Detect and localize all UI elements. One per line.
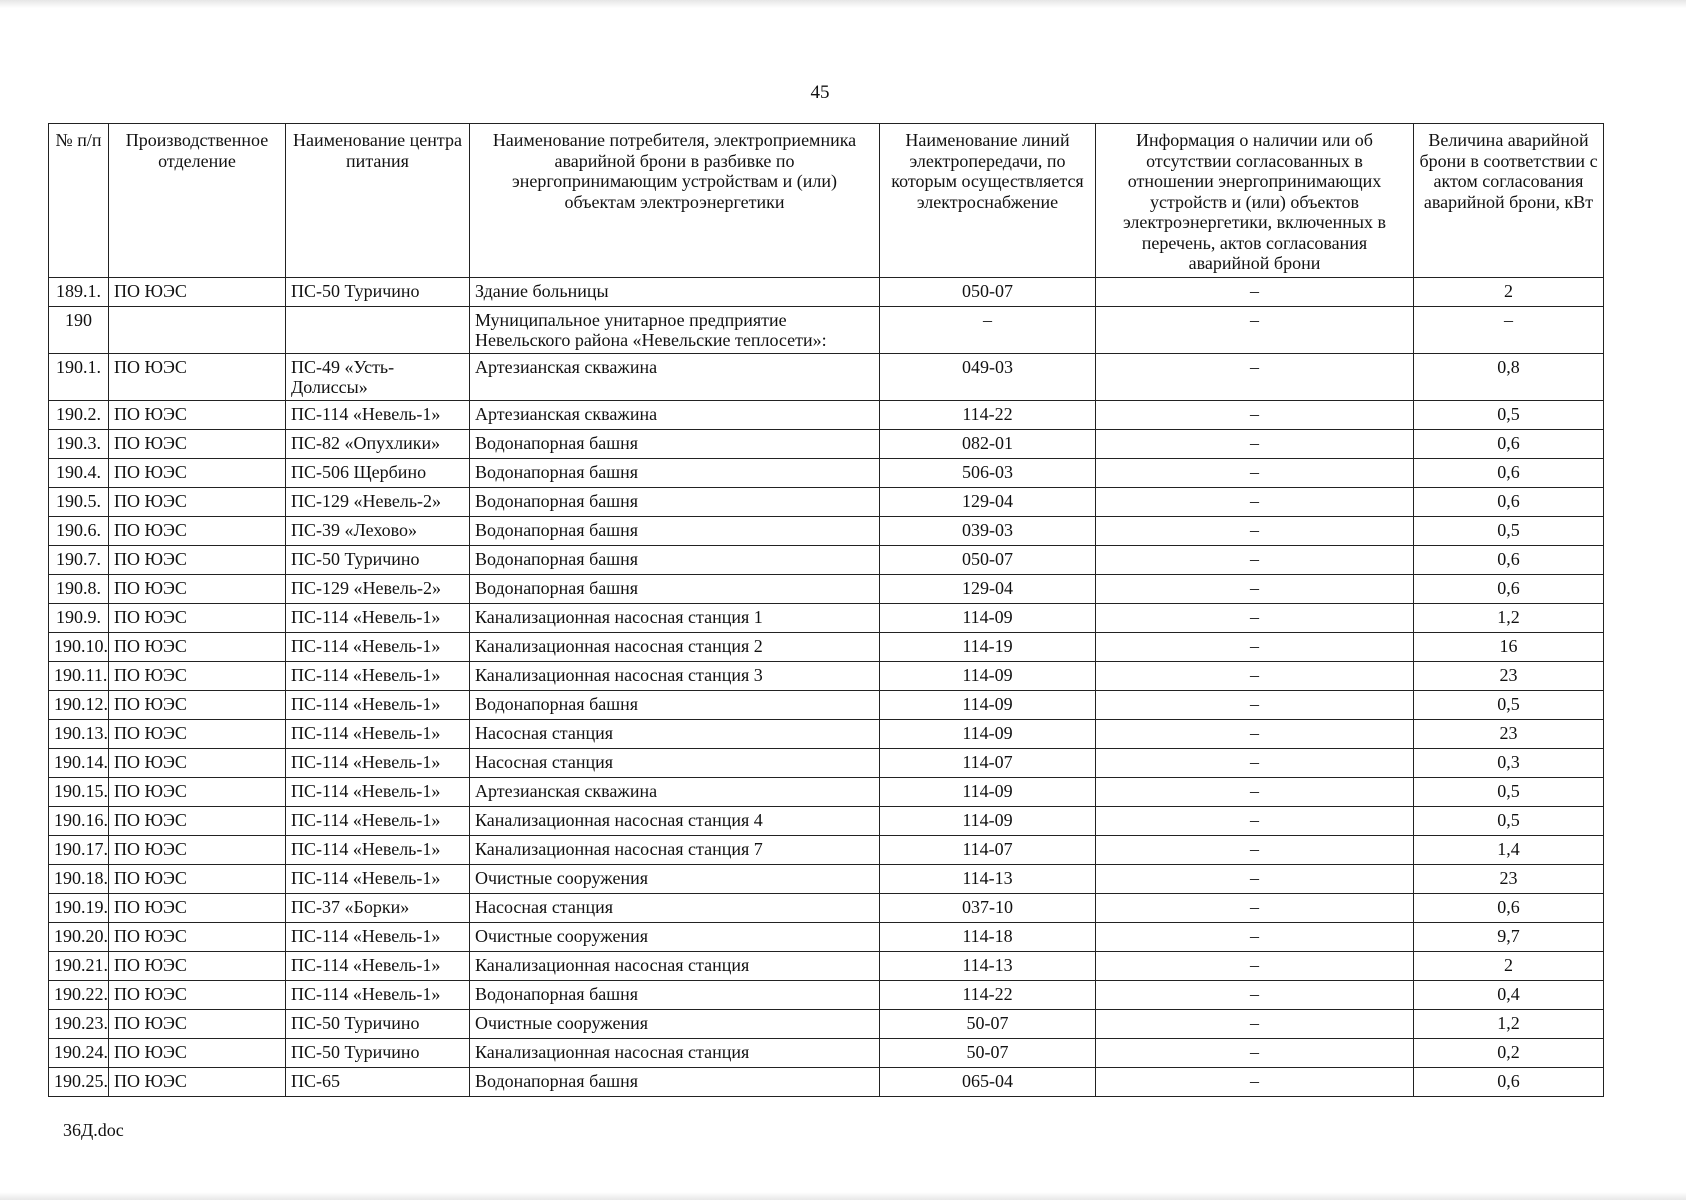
- scan-edge-bottom: [0, 1192, 1686, 1200]
- cell-dept: ПО ЮЭС: [109, 545, 286, 574]
- cell-info: –: [1096, 429, 1414, 458]
- table-row: [49, 980, 1604, 1009]
- cell-num: 190.21.: [49, 951, 109, 980]
- cell-line: 114-09: [880, 603, 1096, 632]
- cell-info: –: [1096, 458, 1414, 487]
- cell-dept: ПО ЮЭС: [109, 1067, 286, 1096]
- cell-value: 2: [1414, 951, 1604, 980]
- cell-info: –: [1096, 690, 1414, 719]
- cell-center: ПС-114 «Невель-1»: [286, 835, 470, 864]
- table-row: [49, 661, 1604, 690]
- table-row: [49, 632, 1604, 661]
- cell-info: –: [1096, 603, 1414, 632]
- cell-dept: [109, 306, 286, 353]
- cell-info: –: [1096, 980, 1414, 1009]
- cell-info: –: [1096, 632, 1414, 661]
- cell-value: –: [1414, 306, 1604, 353]
- cell-dept: ПО ЮЭС: [109, 277, 286, 306]
- cell-value: 16: [1414, 632, 1604, 661]
- cell-num: 190.18.: [49, 864, 109, 893]
- table-row: [49, 864, 1604, 893]
- cell-center: ПС-114 «Невель-1»: [286, 603, 470, 632]
- cell-num: 190.19.: [49, 893, 109, 922]
- cell-info: –: [1096, 1067, 1414, 1096]
- cell-num: 190: [49, 306, 109, 353]
- header-consumer: Наименование потребителя, электроприемника аварийной брони в разбивке по энергопринимающим устройствам и (или) объектам электроэнергетики: [470, 124, 880, 278]
- cell-dept: ПО ЮЭС: [109, 893, 286, 922]
- table-row: [49, 487, 1604, 516]
- cell-info: –: [1096, 777, 1414, 806]
- cell-consumer: Водонапорная башня: [470, 487, 880, 516]
- cell-num: 190.8.: [49, 574, 109, 603]
- cell-dept: ПО ЮЭС: [109, 487, 286, 516]
- cell-num: 190.23.: [49, 1009, 109, 1038]
- cell-center: ПС-114 «Невель-1»: [286, 690, 470, 719]
- table-row: [49, 719, 1604, 748]
- cell-dept: ПО ЮЭС: [109, 603, 286, 632]
- cell-num: 190.15.: [49, 777, 109, 806]
- cell-info: –: [1096, 545, 1414, 574]
- cell-num: 190.3.: [49, 429, 109, 458]
- cell-consumer: Водонапорная башня: [470, 980, 880, 1009]
- table-row: [49, 277, 1604, 306]
- table-row: [49, 603, 1604, 632]
- table-row: [49, 748, 1604, 777]
- cell-center: ПС-114 «Невель-1»: [286, 951, 470, 980]
- footer-filename: 36Д.doc: [63, 1120, 124, 1140]
- cell-center: ПС-114 «Невель-1»: [286, 864, 470, 893]
- cell-value: 23: [1414, 661, 1604, 690]
- cell-value: 0,6: [1414, 458, 1604, 487]
- cell-line: 037-10: [880, 893, 1096, 922]
- cell-line: 050-07: [880, 545, 1096, 574]
- cell-center: ПС-114 «Невель-1»: [286, 980, 470, 1009]
- cell-dept: ПО ЮЭС: [109, 516, 286, 545]
- cell-info: –: [1096, 748, 1414, 777]
- cell-info: –: [1096, 719, 1414, 748]
- cell-info: –: [1096, 661, 1414, 690]
- cell-consumer: Насосная станция: [470, 748, 880, 777]
- cell-value: 0,5: [1414, 806, 1604, 835]
- table-row: [49, 777, 1604, 806]
- cell-line: 082-01: [880, 429, 1096, 458]
- table-row: [49, 1067, 1604, 1096]
- table-row: [49, 806, 1604, 835]
- cell-consumer: Канализационная насосная станция: [470, 1038, 880, 1067]
- emergency-reserve-table: [48, 123, 1604, 1097]
- cell-dept: ПО ЮЭС: [109, 748, 286, 777]
- table-row: [49, 893, 1604, 922]
- cell-consumer: Очистные сооружения: [470, 922, 880, 951]
- cell-dept: ПО ЮЭС: [109, 777, 286, 806]
- cell-center: ПС-114 «Невель-1»: [286, 719, 470, 748]
- cell-dept: ПО ЮЭС: [109, 1009, 286, 1038]
- cell-value: 0,6: [1414, 1067, 1604, 1096]
- cell-num: 190.2.: [49, 400, 109, 429]
- cell-value: 0,5: [1414, 777, 1604, 806]
- cell-value: 9,7: [1414, 922, 1604, 951]
- cell-num: 190.5.: [49, 487, 109, 516]
- cell-consumer: Водонапорная башня: [470, 690, 880, 719]
- cell-consumer: Водонапорная башня: [470, 545, 880, 574]
- cell-line: 114-13: [880, 864, 1096, 893]
- cell-num: 190.22.: [49, 980, 109, 1009]
- cell-consumer: Очистные сооружения: [470, 1009, 880, 1038]
- cell-center: ПС-65: [286, 1067, 470, 1096]
- cell-line: 039-03: [880, 516, 1096, 545]
- cell-consumer: Насосная станция: [470, 893, 880, 922]
- cell-info: –: [1096, 487, 1414, 516]
- cell-consumer: Артезианская скважина: [470, 353, 880, 400]
- cell-line: 114-09: [880, 661, 1096, 690]
- cell-center: ПС-114 «Невель-1»: [286, 632, 470, 661]
- cell-center: ПС-114 «Невель-1»: [286, 777, 470, 806]
- cell-num: 190.12.: [49, 690, 109, 719]
- cell-consumer: Очистные сооружения: [470, 864, 880, 893]
- cell-center: ПС-50 Туричино: [286, 545, 470, 574]
- cell-num: 190.24.: [49, 1038, 109, 1067]
- cell-line: 114-13: [880, 951, 1096, 980]
- table-row: [49, 574, 1604, 603]
- cell-value: 0,6: [1414, 893, 1604, 922]
- table-row: [49, 690, 1604, 719]
- table-row: [49, 922, 1604, 951]
- cell-center: ПС-129 «Невель-2»: [286, 487, 470, 516]
- cell-info: –: [1096, 306, 1414, 353]
- cell-value: 23: [1414, 864, 1604, 893]
- cell-line: 114-09: [880, 806, 1096, 835]
- scan-edge-top: [0, 0, 1686, 8]
- cell-num: 189.1.: [49, 277, 109, 306]
- cell-num: 190.9.: [49, 603, 109, 632]
- page-number: 45: [810, 82, 830, 103]
- cell-line: 114-07: [880, 835, 1096, 864]
- cell-num: 190.7.: [49, 545, 109, 574]
- cell-value: 0,5: [1414, 516, 1604, 545]
- header-num: № п/п: [49, 124, 109, 278]
- cell-num: 190.25.: [49, 1067, 109, 1096]
- header-center: Наименование центра питания: [286, 124, 470, 278]
- table-row: [49, 429, 1604, 458]
- cell-info: –: [1096, 516, 1414, 545]
- cell-value: 0,6: [1414, 545, 1604, 574]
- cell-center: ПС-82 «Опухлики»: [286, 429, 470, 458]
- cell-center: ПС-49 «Усть-Долиссы»: [286, 353, 470, 400]
- cell-info: –: [1096, 864, 1414, 893]
- table-row: [49, 306, 1604, 353]
- cell-info: –: [1096, 1038, 1414, 1067]
- cell-consumer: Артезианская скважина: [470, 400, 880, 429]
- cell-info: –: [1096, 574, 1414, 603]
- cell-center: ПС-129 «Невель-2»: [286, 574, 470, 603]
- table-row: [49, 1038, 1604, 1067]
- cell-dept: ПО ЮЭС: [109, 951, 286, 980]
- cell-dept: ПО ЮЭС: [109, 429, 286, 458]
- cell-line: 50-07: [880, 1009, 1096, 1038]
- table-body: [49, 277, 1604, 1096]
- cell-info: –: [1096, 922, 1414, 951]
- cell-info: –: [1096, 806, 1414, 835]
- cell-consumer: Канализационная насосная станция: [470, 951, 880, 980]
- cell-center: ПС-37 «Борки»: [286, 893, 470, 922]
- cell-value: 0,4: [1414, 980, 1604, 1009]
- cell-dept: ПО ЮЭС: [109, 400, 286, 429]
- cell-center: ПС-50 Туричино: [286, 1009, 470, 1038]
- cell-value: 0,5: [1414, 690, 1604, 719]
- cell-center: ПС-50 Туричино: [286, 277, 470, 306]
- cell-value: 0,8: [1414, 353, 1604, 400]
- cell-dept: ПО ЮЭС: [109, 690, 286, 719]
- table-row: [49, 353, 1604, 400]
- cell-line: 114-22: [880, 400, 1096, 429]
- cell-center: ПС-506 Щербино: [286, 458, 470, 487]
- cell-info: –: [1096, 951, 1414, 980]
- cell-line: 114-07: [880, 748, 1096, 777]
- cell-line: 050-07: [880, 277, 1096, 306]
- table-row: [49, 545, 1604, 574]
- cell-consumer: Водонапорная башня: [470, 516, 880, 545]
- table-row: [49, 516, 1604, 545]
- cell-dept: ПО ЮЭС: [109, 980, 286, 1009]
- cell-center: ПС-114 «Невель-1»: [286, 806, 470, 835]
- cell-dept: ПО ЮЭС: [109, 719, 286, 748]
- cell-dept: ПО ЮЭС: [109, 864, 286, 893]
- header-value: Величина аварийной брони в соответствии с актом согласования аварийной брони, кВт: [1414, 124, 1604, 278]
- cell-consumer: Муниципальное унитарное предприятие Невельского района «Невельские теплосети»:: [470, 306, 880, 353]
- cell-line: 049-03: [880, 353, 1096, 400]
- cell-center: ПС-114 «Невель-1»: [286, 748, 470, 777]
- cell-num: 190.16.: [49, 806, 109, 835]
- cell-dept: ПО ЮЭС: [109, 835, 286, 864]
- cell-dept: ПО ЮЭС: [109, 922, 286, 951]
- cell-num: 190.10.: [49, 632, 109, 661]
- cell-dept: ПО ЮЭС: [109, 632, 286, 661]
- cell-value: 0,5: [1414, 400, 1604, 429]
- cell-info: –: [1096, 893, 1414, 922]
- cell-num: 190.20.: [49, 922, 109, 951]
- cell-value: 1,2: [1414, 603, 1604, 632]
- cell-dept: ПО ЮЭС: [109, 458, 286, 487]
- cell-num: 190.4.: [49, 458, 109, 487]
- cell-consumer: Водонапорная башня: [470, 574, 880, 603]
- cell-dept: ПО ЮЭС: [109, 574, 286, 603]
- cell-info: –: [1096, 277, 1414, 306]
- cell-num: 190.11.: [49, 661, 109, 690]
- table-row: [49, 1009, 1604, 1038]
- table-row: [49, 400, 1604, 429]
- table-row: [49, 835, 1604, 864]
- cell-num: 190.17.: [49, 835, 109, 864]
- header-dept: Производственное отделение: [109, 124, 286, 278]
- cell-line: –: [880, 306, 1096, 353]
- cell-consumer: Здание больницы: [470, 277, 880, 306]
- cell-consumer: Канализационная насосная станция 4: [470, 806, 880, 835]
- cell-dept: ПО ЮЭС: [109, 1038, 286, 1067]
- cell-num: 190.6.: [49, 516, 109, 545]
- cell-dept: ПО ЮЭС: [109, 353, 286, 400]
- header-info: Информация о наличии или об отсутствии согласованных в отношении энергопринимающих устройств и (или) объектов электроэнергетики, включенных в перечень, актов согласования аварийной брони: [1096, 124, 1414, 278]
- cell-consumer: Водонапорная башня: [470, 429, 880, 458]
- cell-line: 114-19: [880, 632, 1096, 661]
- cell-dept: ПО ЮЭС: [109, 806, 286, 835]
- cell-line: 114-09: [880, 690, 1096, 719]
- cell-line: 114-22: [880, 980, 1096, 1009]
- table-row: [49, 951, 1604, 980]
- cell-consumer: Канализационная насосная станция 7: [470, 835, 880, 864]
- cell-value: 0,6: [1414, 487, 1604, 516]
- cell-value: 1,4: [1414, 835, 1604, 864]
- cell-center: ПС-114 «Невель-1»: [286, 400, 470, 429]
- cell-center: [286, 306, 470, 353]
- cell-consumer: Канализационная насосная станция 3: [470, 661, 880, 690]
- cell-info: –: [1096, 353, 1414, 400]
- cell-consumer: Насосная станция: [470, 719, 880, 748]
- cell-center: ПС-114 «Невель-1»: [286, 922, 470, 951]
- cell-info: –: [1096, 1009, 1414, 1038]
- cell-dept: ПО ЮЭС: [109, 661, 286, 690]
- cell-line: 129-04: [880, 487, 1096, 516]
- cell-line: 114-09: [880, 719, 1096, 748]
- cell-value: 0,6: [1414, 429, 1604, 458]
- cell-num: 190.14.: [49, 748, 109, 777]
- cell-center: ПС-39 «Лехово»: [286, 516, 470, 545]
- cell-line: 506-03: [880, 458, 1096, 487]
- cell-line: 50-07: [880, 1038, 1096, 1067]
- cell-consumer: Артезианская скважина: [470, 777, 880, 806]
- cell-consumer: Канализационная насосная станция 2: [470, 632, 880, 661]
- cell-center: ПС-114 «Невель-1»: [286, 661, 470, 690]
- cell-value: 2: [1414, 277, 1604, 306]
- cell-value: 0,6: [1414, 574, 1604, 603]
- header-line: Наименование линий электропередачи, по которым осуществляется электроснабжение: [880, 124, 1096, 278]
- table-row: [49, 458, 1604, 487]
- cell-value: 0,2: [1414, 1038, 1604, 1067]
- cell-value: 0,3: [1414, 748, 1604, 777]
- cell-line: 065-04: [880, 1067, 1096, 1096]
- cell-consumer: Водонапорная башня: [470, 1067, 880, 1096]
- cell-line: 129-04: [880, 574, 1096, 603]
- cell-line: 114-18: [880, 922, 1096, 951]
- cell-center: ПС-50 Туричино: [286, 1038, 470, 1067]
- cell-num: 190.13.: [49, 719, 109, 748]
- cell-num: 190.1.: [49, 353, 109, 400]
- table-header-row: [49, 124, 1604, 278]
- cell-value: 23: [1414, 719, 1604, 748]
- cell-consumer: Водонапорная башня: [470, 458, 880, 487]
- cell-consumer: Канализационная насосная станция 1: [470, 603, 880, 632]
- cell-value: 1,2: [1414, 1009, 1604, 1038]
- cell-line: 114-09: [880, 777, 1096, 806]
- cell-info: –: [1096, 400, 1414, 429]
- cell-info: –: [1096, 835, 1414, 864]
